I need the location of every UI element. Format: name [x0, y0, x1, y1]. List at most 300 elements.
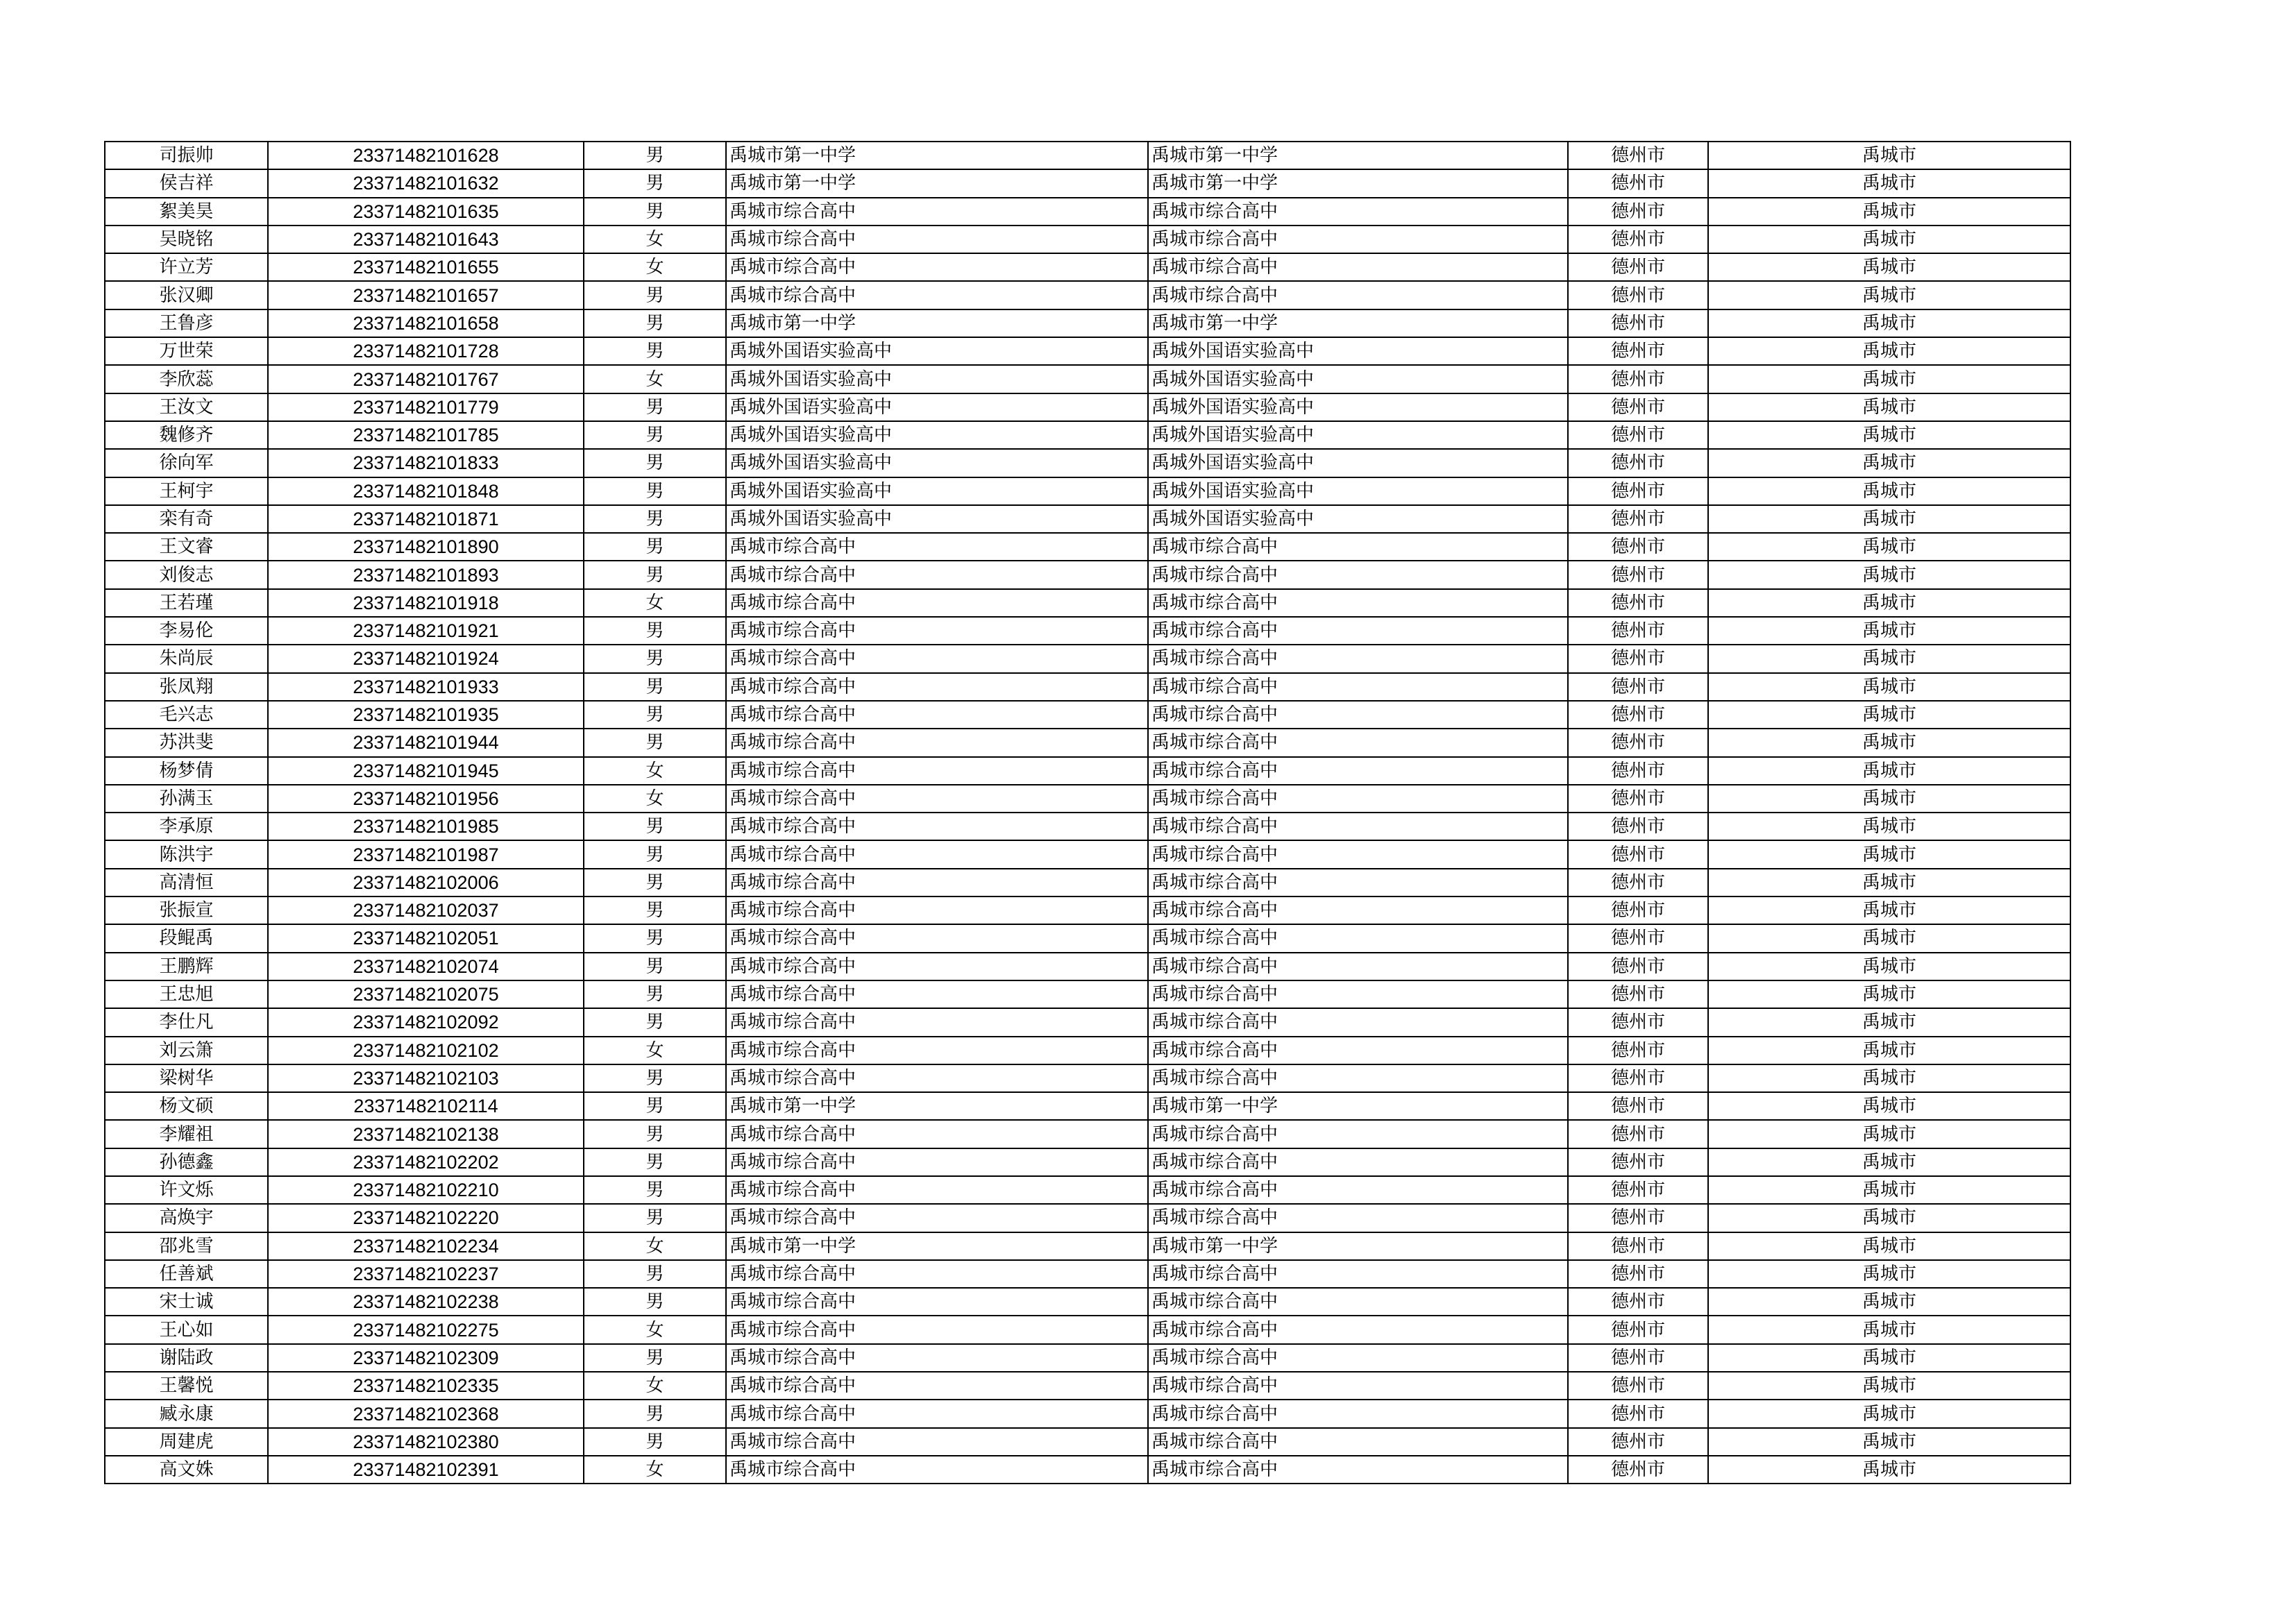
exam-id-cell: 23371482101893	[268, 561, 584, 588]
registered-school-cell: 禹城市综合高中	[1148, 869, 1568, 897]
student-name-cell: 高焕宇	[105, 1204, 268, 1232]
registered-school-cell: 禹城市综合高中	[1148, 785, 1568, 813]
student-name-cell: 张凤翔	[105, 673, 268, 701]
city-cell: 德州市	[1568, 1456, 1708, 1484]
exam-id-cell: 23371482101632	[268, 169, 584, 197]
city-cell: 德州市	[1568, 421, 1708, 449]
county-cell: 禹城市	[1708, 1008, 2070, 1036]
school-cell: 禹城市综合高中	[726, 561, 1148, 588]
county-cell: 禹城市	[1708, 309, 2070, 337]
table-row	[105, 561, 2070, 588]
student-name-cell: 孙满玉	[105, 785, 268, 813]
registered-school-cell: 禹城市综合高中	[1148, 589, 1568, 617]
county-cell: 禹城市	[1708, 1037, 2070, 1064]
table-row	[105, 477, 2070, 505]
exam-id-cell: 23371482101658	[268, 309, 584, 337]
county-cell: 禹城市	[1708, 253, 2070, 281]
school-cell: 禹城市综合高中	[726, 980, 1148, 1008]
gender-cell: 男	[584, 561, 726, 588]
student-name-cell: 徐向军	[105, 449, 268, 477]
exam-id-cell: 23371482101987	[268, 840, 584, 868]
table-row	[105, 1120, 2070, 1148]
gender-cell: 男	[584, 309, 726, 337]
city-cell: 德州市	[1568, 309, 1708, 337]
school-cell: 禹城市综合高中	[726, 533, 1148, 561]
registered-school-cell: 禹城市综合高中	[1148, 645, 1568, 672]
exam-id-cell: 23371482101657	[268, 281, 584, 309]
gender-cell: 男	[584, 645, 726, 672]
table-row	[105, 449, 2070, 477]
exam-id-cell: 23371482101921	[268, 617, 584, 645]
city-cell: 德州市	[1568, 1176, 1708, 1204]
county-cell: 禹城市	[1708, 673, 2070, 701]
school-cell: 禹城市综合高中	[726, 1456, 1148, 1484]
school-cell: 禹城市综合高中	[726, 1120, 1148, 1148]
city-cell: 德州市	[1568, 337, 1708, 365]
city-cell: 德州市	[1568, 980, 1708, 1008]
registered-school-cell: 禹城市综合高中	[1148, 281, 1568, 309]
table-row	[105, 953, 2070, 980]
city-cell: 德州市	[1568, 253, 1708, 281]
table-row	[105, 897, 2070, 924]
registered-school-cell: 禹城市综合高中	[1148, 953, 1568, 980]
county-cell: 禹城市	[1708, 617, 2070, 645]
school-cell: 禹城市综合高中	[726, 953, 1148, 980]
table-row	[105, 813, 2070, 840]
registered-school-cell: 禹城市综合高中	[1148, 673, 1568, 701]
school-cell: 禹城市综合高中	[726, 813, 1148, 840]
gender-cell: 男	[584, 673, 726, 701]
city-cell: 德州市	[1568, 365, 1708, 393]
registered-school-cell: 禹城市综合高中	[1148, 757, 1568, 785]
table-row	[105, 169, 2070, 197]
registered-school-cell: 禹城市综合高中	[1148, 226, 1568, 253]
registered-school-cell: 禹城市综合高中	[1148, 1176, 1568, 1204]
county-cell: 禹城市	[1708, 169, 2070, 197]
county-cell: 禹城市	[1708, 226, 2070, 253]
exam-id-cell: 23371482102102	[268, 1037, 584, 1064]
exam-id-cell: 23371482102075	[268, 980, 584, 1008]
table-row	[105, 673, 2070, 701]
registered-school-cell: 禹城市综合高中	[1148, 729, 1568, 756]
student-name-cell: 絮美昊	[105, 198, 268, 226]
registered-school-cell: 禹城市综合高中	[1148, 924, 1568, 952]
city-cell: 德州市	[1568, 813, 1708, 840]
city-cell: 德州市	[1568, 1288, 1708, 1316]
table-row	[105, 1260, 2070, 1288]
registered-school-cell: 禹城市第一中学	[1148, 1232, 1568, 1260]
registered-school-cell: 禹城外国语实验高中	[1148, 393, 1568, 421]
exam-id-cell: 23371482101767	[268, 365, 584, 393]
county-cell: 禹城市	[1708, 1232, 2070, 1260]
table-row	[105, 1344, 2070, 1372]
gender-cell: 男	[584, 1064, 726, 1092]
gender-cell: 男	[584, 813, 726, 840]
gender-cell: 男	[584, 924, 726, 952]
registered-school-cell: 禹城市第一中学	[1148, 169, 1568, 197]
city-cell: 德州市	[1568, 785, 1708, 813]
gender-cell: 男	[584, 1288, 726, 1316]
table-row	[105, 1064, 2070, 1092]
registered-school-cell: 禹城市综合高中	[1148, 1008, 1568, 1036]
exam-id-cell: 23371482102114	[268, 1092, 584, 1120]
school-cell: 禹城外国语实验高中	[726, 365, 1148, 393]
county-cell: 禹城市	[1708, 1372, 2070, 1400]
school-cell: 禹城市综合高中	[726, 729, 1148, 756]
gender-cell: 男	[584, 617, 726, 645]
registered-school-cell: 禹城市综合高中	[1148, 561, 1568, 588]
table-row	[105, 645, 2070, 672]
student-name-cell: 万世荣	[105, 337, 268, 365]
school-cell: 禹城市第一中学	[726, 1232, 1148, 1260]
gender-cell: 女	[584, 1456, 726, 1484]
county-cell: 禹城市	[1708, 869, 2070, 897]
school-cell: 禹城市第一中学	[726, 1092, 1148, 1120]
gender-cell: 女	[584, 365, 726, 393]
city-cell: 德州市	[1568, 1204, 1708, 1232]
student-name-cell: 王心如	[105, 1316, 268, 1343]
student-name-cell: 邵兆雪	[105, 1232, 268, 1260]
table-row	[105, 1456, 2070, 1484]
exam-id-cell: 23371482101924	[268, 645, 584, 672]
exam-id-cell: 23371482102051	[268, 924, 584, 952]
student-name-cell: 王鹏辉	[105, 953, 268, 980]
county-cell: 禹城市	[1708, 1176, 2070, 1204]
table-row	[105, 785, 2070, 813]
table-body	[105, 142, 2070, 1484]
registered-school-cell: 禹城市综合高中	[1148, 813, 1568, 840]
city-cell: 德州市	[1568, 673, 1708, 701]
exam-id-cell: 23371482102380	[268, 1428, 584, 1456]
county-cell: 禹城市	[1708, 757, 2070, 785]
gender-cell: 男	[584, 1148, 726, 1176]
school-cell: 禹城市综合高中	[726, 673, 1148, 701]
student-name-cell: 吴晓铭	[105, 226, 268, 253]
registered-school-cell: 禹城市综合高中	[1148, 253, 1568, 281]
exam-id-cell: 23371482102234	[268, 1232, 584, 1260]
registered-school-cell: 禹城市综合高中	[1148, 1148, 1568, 1176]
county-cell: 禹城市	[1708, 281, 2070, 309]
city-cell: 德州市	[1568, 142, 1708, 169]
city-cell: 德州市	[1568, 1092, 1708, 1120]
table-row	[105, 281, 2070, 309]
table-row	[105, 142, 2070, 169]
registered-school-cell: 禹城市综合高中	[1148, 198, 1568, 226]
registered-school-cell: 禹城市综合高中	[1148, 533, 1568, 561]
city-cell: 德州市	[1568, 1064, 1708, 1092]
exam-id-cell: 23371482102309	[268, 1344, 584, 1372]
registered-school-cell: 禹城市综合高中	[1148, 1037, 1568, 1064]
county-cell: 禹城市	[1708, 393, 2070, 421]
gender-cell: 男	[584, 1008, 726, 1036]
student-name-cell: 段鲲禹	[105, 924, 268, 952]
student-name-cell: 陈洪宇	[105, 840, 268, 868]
city-cell: 德州市	[1568, 897, 1708, 924]
county-cell: 禹城市	[1708, 1316, 2070, 1343]
table-row	[105, 533, 2070, 561]
city-cell: 德州市	[1568, 1344, 1708, 1372]
city-cell: 德州市	[1568, 869, 1708, 897]
table-row	[105, 701, 2070, 729]
registered-school-cell: 禹城外国语实验高中	[1148, 477, 1568, 505]
table-row	[105, 1232, 2070, 1260]
county-cell: 禹城市	[1708, 645, 2070, 672]
registered-school-cell: 禹城市第一中学	[1148, 309, 1568, 337]
gender-cell: 女	[584, 1372, 726, 1400]
student-name-cell: 王文睿	[105, 533, 268, 561]
county-cell: 禹城市	[1708, 533, 2070, 561]
table-row	[105, 840, 2070, 868]
exam-id-cell: 23371482101848	[268, 477, 584, 505]
school-cell: 禹城市综合高中	[726, 924, 1148, 952]
student-name-cell: 王汝文	[105, 393, 268, 421]
exam-id-cell: 23371482102275	[268, 1316, 584, 1343]
registered-school-cell: 禹城市第一中学	[1148, 1092, 1568, 1120]
county-cell: 禹城市	[1708, 477, 2070, 505]
school-cell: 禹城市综合高中	[726, 1344, 1148, 1372]
exam-id-cell: 23371482102391	[268, 1456, 584, 1484]
county-cell: 禹城市	[1708, 953, 2070, 980]
table-row	[105, 980, 2070, 1008]
city-cell: 德州市	[1568, 1400, 1708, 1427]
county-cell: 禹城市	[1708, 785, 2070, 813]
city-cell: 德州市	[1568, 589, 1708, 617]
gender-cell: 男	[584, 169, 726, 197]
school-cell: 禹城外国语实验高中	[726, 421, 1148, 449]
table-row	[105, 1008, 2070, 1036]
school-cell: 禹城市综合高中	[726, 785, 1148, 813]
exam-id-cell: 23371482101655	[268, 253, 584, 281]
student-name-cell: 李承原	[105, 813, 268, 840]
exam-id-cell: 23371482102210	[268, 1176, 584, 1204]
student-name-cell: 侯吉祥	[105, 169, 268, 197]
exam-id-cell: 23371482101779	[268, 393, 584, 421]
table-row	[105, 1176, 2070, 1204]
gender-cell: 男	[584, 1120, 726, 1148]
exam-id-cell: 23371482101628	[268, 142, 584, 169]
county-cell: 禹城市	[1708, 505, 2070, 533]
city-cell: 德州市	[1568, 169, 1708, 197]
table-row	[105, 505, 2070, 533]
gender-cell: 男	[584, 142, 726, 169]
exam-id-cell: 23371482101833	[268, 449, 584, 477]
county-cell: 禹城市	[1708, 1288, 2070, 1316]
gender-cell: 男	[584, 1260, 726, 1288]
county-cell: 禹城市	[1708, 897, 2070, 924]
exam-id-cell: 23371482102138	[268, 1120, 584, 1148]
school-cell: 禹城市综合高中	[726, 1064, 1148, 1092]
registered-school-cell: 禹城外国语实验高中	[1148, 365, 1568, 393]
city-cell: 德州市	[1568, 1372, 1708, 1400]
student-name-cell: 王忠旭	[105, 980, 268, 1008]
city-cell: 德州市	[1568, 533, 1708, 561]
school-cell: 禹城市综合高中	[726, 1372, 1148, 1400]
table-row	[105, 421, 2070, 449]
gender-cell: 女	[584, 226, 726, 253]
student-name-cell: 魏修齐	[105, 421, 268, 449]
registered-school-cell: 禹城市综合高中	[1148, 701, 1568, 729]
registered-school-cell: 禹城市综合高中	[1148, 1120, 1568, 1148]
gender-cell: 女	[584, 589, 726, 617]
exam-id-cell: 23371482102092	[268, 1008, 584, 1036]
school-cell: 禹城市综合高中	[726, 869, 1148, 897]
student-name-cell: 王馨悦	[105, 1372, 268, 1400]
student-name-cell: 周建虎	[105, 1428, 268, 1456]
county-cell: 禹城市	[1708, 1428, 2070, 1456]
gender-cell: 男	[584, 953, 726, 980]
exam-id-cell: 23371482102037	[268, 897, 584, 924]
gender-cell: 男	[584, 477, 726, 505]
county-cell: 禹城市	[1708, 980, 2070, 1008]
gender-cell: 男	[584, 505, 726, 533]
table-row	[105, 337, 2070, 365]
table-row	[105, 309, 2070, 337]
county-cell: 禹城市	[1708, 1092, 2070, 1120]
school-cell: 禹城市综合高中	[726, 1204, 1148, 1232]
school-cell: 禹城外国语实验高中	[726, 449, 1148, 477]
registered-school-cell: 禹城市第一中学	[1148, 142, 1568, 169]
table-row	[105, 869, 2070, 897]
gender-cell: 男	[584, 393, 726, 421]
city-cell: 德州市	[1568, 1120, 1708, 1148]
gender-cell: 男	[584, 1204, 726, 1232]
student-name-cell: 李易伦	[105, 617, 268, 645]
city-cell: 德州市	[1568, 729, 1708, 756]
exam-id-cell: 23371482102238	[268, 1288, 584, 1316]
student-name-cell: 任善斌	[105, 1260, 268, 1288]
gender-cell: 女	[584, 1037, 726, 1064]
gender-cell: 男	[584, 337, 726, 365]
gender-cell: 男	[584, 421, 726, 449]
exam-id-cell: 23371482101871	[268, 505, 584, 533]
student-name-cell: 李仕凡	[105, 1008, 268, 1036]
gender-cell: 女	[584, 1316, 726, 1343]
registered-school-cell: 禹城市综合高中	[1148, 897, 1568, 924]
exam-id-cell: 23371482101890	[268, 533, 584, 561]
county-cell: 禹城市	[1708, 1120, 2070, 1148]
exam-id-cell: 23371482101933	[268, 673, 584, 701]
gender-cell: 女	[584, 785, 726, 813]
school-cell: 禹城市第一中学	[726, 169, 1148, 197]
student-name-cell: 李欣蕊	[105, 365, 268, 393]
school-cell: 禹城市综合高中	[726, 1176, 1148, 1204]
table-row	[105, 198, 2070, 226]
school-cell: 禹城市综合高中	[726, 1008, 1148, 1036]
gender-cell: 男	[584, 1176, 726, 1204]
county-cell: 禹城市	[1708, 1064, 2070, 1092]
school-cell: 禹城市综合高中	[726, 1316, 1148, 1343]
county-cell: 禹城市	[1708, 198, 2070, 226]
table-row	[105, 1204, 2070, 1232]
table-row	[105, 1372, 2070, 1400]
registered-school-cell: 禹城市综合高中	[1148, 1288, 1568, 1316]
school-cell: 禹城市第一中学	[726, 309, 1148, 337]
county-cell: 禹城市	[1708, 1260, 2070, 1288]
county-cell: 禹城市	[1708, 1148, 2070, 1176]
city-cell: 德州市	[1568, 505, 1708, 533]
student-name-cell: 刘俊志	[105, 561, 268, 588]
student-name-cell: 张汉卿	[105, 281, 268, 309]
exam-id-cell: 23371482101643	[268, 226, 584, 253]
exam-id-cell: 23371482102368	[268, 1400, 584, 1427]
table-row	[105, 589, 2070, 617]
gender-cell: 男	[584, 1428, 726, 1456]
school-cell: 禹城市综合高中	[726, 1148, 1148, 1176]
gender-cell: 男	[584, 449, 726, 477]
school-cell: 禹城市综合高中	[726, 617, 1148, 645]
student-name-cell: 梁树华	[105, 1064, 268, 1092]
student-name-cell: 王若瑾	[105, 589, 268, 617]
exam-id-cell: 23371482102103	[268, 1064, 584, 1092]
registered-school-cell: 禹城市综合高中	[1148, 1428, 1568, 1456]
school-cell: 禹城市综合高中	[726, 226, 1148, 253]
school-cell: 禹城市综合高中	[726, 1400, 1148, 1427]
table-row	[105, 1148, 2070, 1176]
exam-id-cell: 23371482102074	[268, 953, 584, 980]
school-cell: 禹城外国语实验高中	[726, 477, 1148, 505]
gender-cell: 男	[584, 281, 726, 309]
city-cell: 德州市	[1568, 477, 1708, 505]
gender-cell: 男	[584, 1344, 726, 1372]
county-cell: 禹城市	[1708, 337, 2070, 365]
exam-id-cell: 23371482102237	[268, 1260, 584, 1288]
table-row	[105, 1400, 2070, 1427]
county-cell: 禹城市	[1708, 813, 2070, 840]
city-cell: 德州市	[1568, 701, 1708, 729]
gender-cell: 男	[584, 980, 726, 1008]
table-row	[105, 365, 2070, 393]
registered-school-cell: 禹城市综合高中	[1148, 1456, 1568, 1484]
exam-id-cell: 23371482101956	[268, 785, 584, 813]
city-cell: 德州市	[1568, 953, 1708, 980]
student-name-cell: 宋士诚	[105, 1288, 268, 1316]
student-name-cell: 杨文硕	[105, 1092, 268, 1120]
table-row	[105, 757, 2070, 785]
table-row	[105, 253, 2070, 281]
registered-school-cell: 禹城市综合高中	[1148, 1064, 1568, 1092]
table-row	[105, 729, 2070, 756]
table-row	[105, 1092, 2070, 1120]
gender-cell: 男	[584, 701, 726, 729]
exam-id-cell: 23371482101945	[268, 757, 584, 785]
school-cell: 禹城市综合高中	[726, 701, 1148, 729]
exam-id-cell: 23371482101728	[268, 337, 584, 365]
gender-cell: 男	[584, 897, 726, 924]
county-cell: 禹城市	[1708, 1456, 2070, 1484]
student-name-cell: 许立芳	[105, 253, 268, 281]
county-cell: 禹城市	[1708, 589, 2070, 617]
registered-school-cell: 禹城外国语实验高中	[1148, 421, 1568, 449]
student-name-cell: 高清恒	[105, 869, 268, 897]
exam-id-cell: 23371482102202	[268, 1148, 584, 1176]
city-cell: 德州市	[1568, 840, 1708, 868]
registered-school-cell: 禹城市综合高中	[1148, 617, 1568, 645]
student-name-cell: 刘云箫	[105, 1037, 268, 1064]
student-name-cell: 司振帅	[105, 142, 268, 169]
student-name-cell: 毛兴志	[105, 701, 268, 729]
city-cell: 德州市	[1568, 645, 1708, 672]
county-cell: 禹城市	[1708, 365, 2070, 393]
exam-id-cell: 23371482102006	[268, 869, 584, 897]
table-row	[105, 1037, 2070, 1064]
city-cell: 德州市	[1568, 1232, 1708, 1260]
school-cell: 禹城市综合高中	[726, 589, 1148, 617]
school-cell: 禹城外国语实验高中	[726, 393, 1148, 421]
school-cell: 禹城市综合高中	[726, 198, 1148, 226]
gender-cell: 男	[584, 198, 726, 226]
county-cell: 禹城市	[1708, 924, 2070, 952]
table-row	[105, 1428, 2070, 1456]
